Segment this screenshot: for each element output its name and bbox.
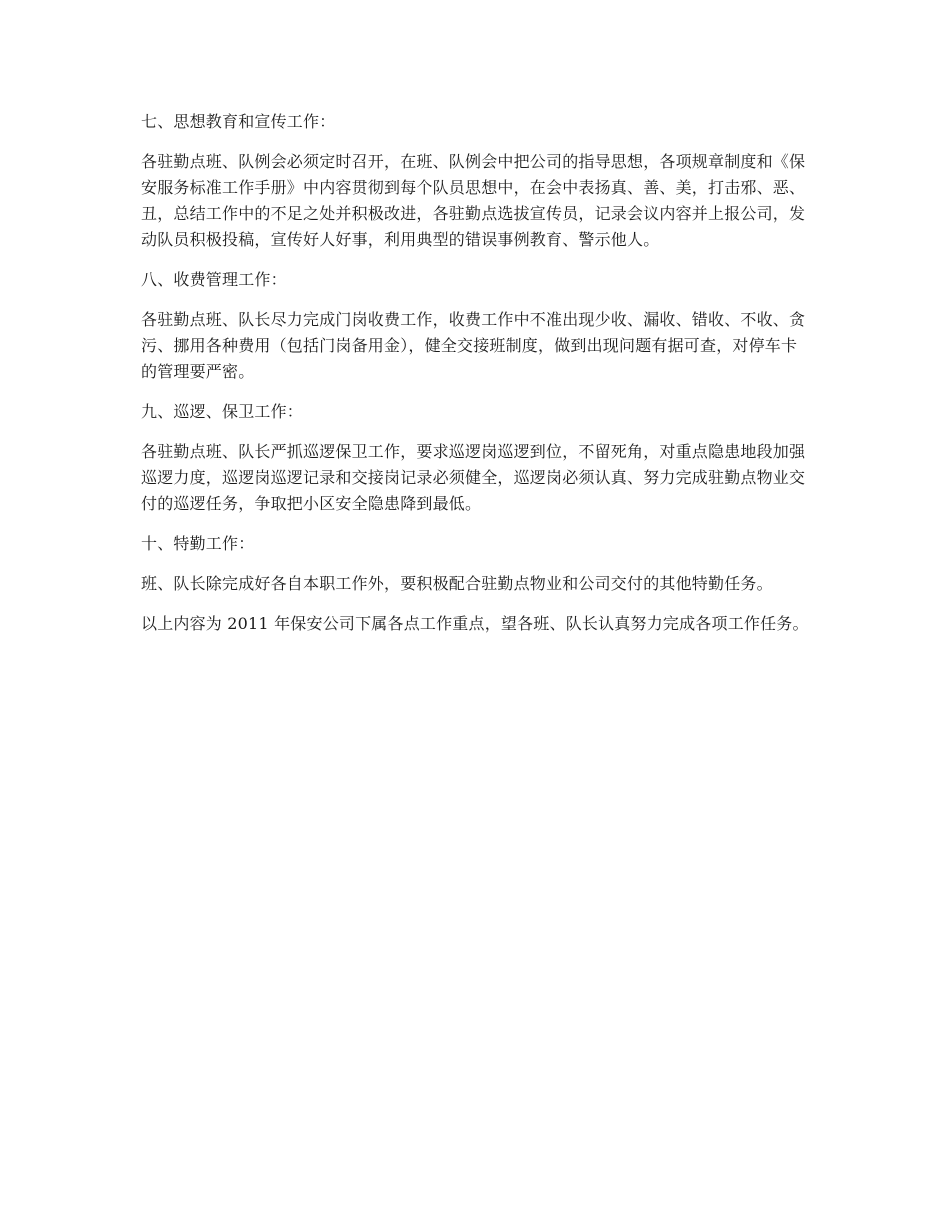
document-page [141,109,813,651]
section-body-7: 各驻勤点班、队例会必须定时召开，在班、队例会中把公司的指导思想，各项规章制度和《保安服务标准工作手册》中内容贯彻到每个队员思想中，在会中表扬真、善、美，打击邪、恶、丑，总结工作中的不足之处并积极改进，各驻勤点选拔宣传员，记录会议内容并上报公司，发动队员积极投稿，宣传好人好事，利用典型的错误事例教育、警示他人。 [141,152,806,249]
section-body-9: 各驻勤点班、队长严抓巡逻保卫工作，要求巡逻岗巡逻到位，不留死角，对重点隐患地段加强巡逻力度，巡逻岗巡逻记录和交接岗记录必须健全，巡逻岗必须认真、努力完成驻勤点物业交付的巡逻任务，争取把小区安全隐患降到最低。 [141,442,806,513]
section-body-10: 班、队长除完成好各自本职工作外，要积极配合驻勤点物业和公司交付的其他特勤任务。 [141,574,773,593]
closing-paragraph: 以上内容为 2011 年保安公司下属各点工作重点，望各班、队长认真努力完成各项工作任务。 [141,614,809,633]
section-heading-10: 十、特勤工作： [141,534,255,553]
section-heading-7: 七、思想教育和宣传工作： [141,112,336,131]
section-body-8: 各驻勤点班、队长尽力完成门岗收费工作，收费工作中不准出现少收、漏收、错收、不收、贪污、挪用各种费用（包括门岗备用金），健全交接班制度，做到出现问题有据可查，对停车卡的管理要严密。 [141,310,806,381]
section-heading-8: 八、收费管理工作： [141,270,287,289]
section-heading-9: 九、巡逻、保卫工作： [141,402,304,421]
